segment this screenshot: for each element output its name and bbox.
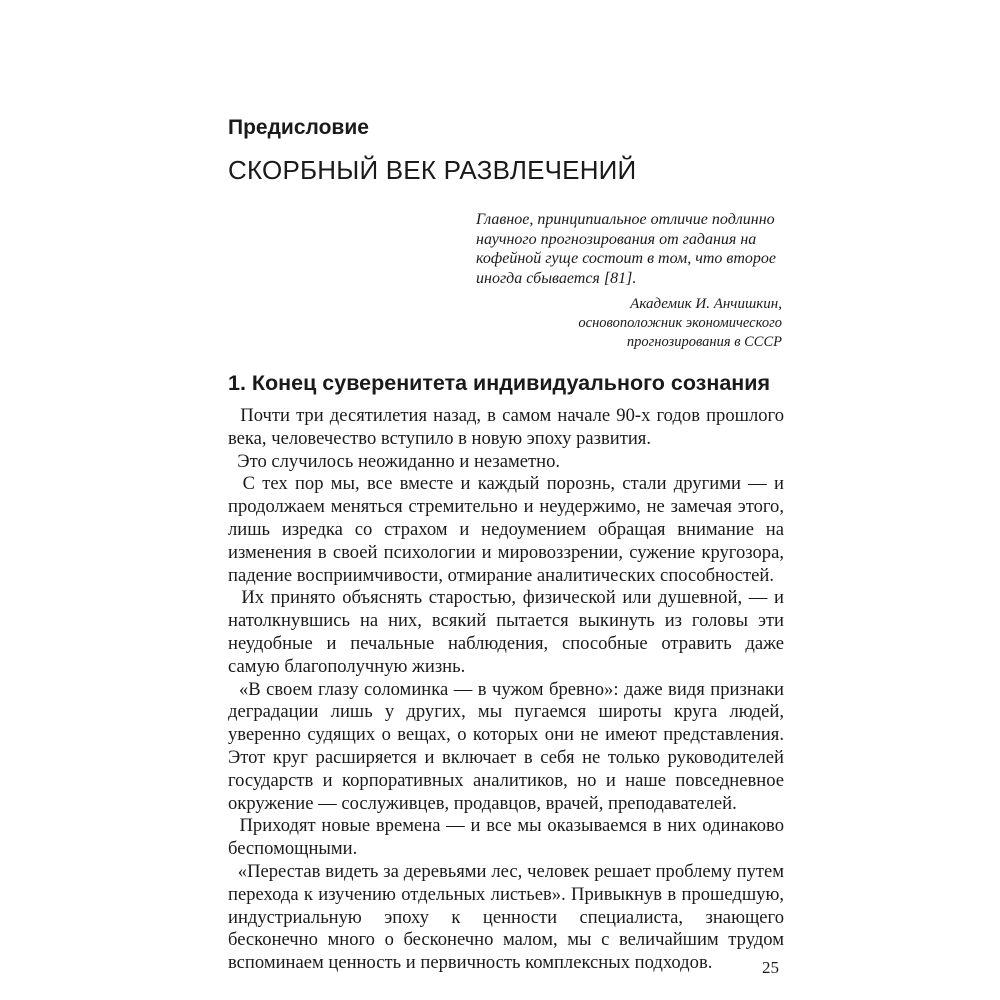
paragraph: «Перестав видеть за деревьями лес, человек решает проблему путем перехода к изучению отдельных листьев». Привыкнув в прошедшую, индустриальную эпоху к ценности специалиста, знающего бесконечно много о бесконечно малом, мы с величайшим трудом вспоминаем ценность и первичность комплексных подходов. bbox=[228, 860, 789, 974]
page-number: 25 bbox=[762, 958, 779, 977]
paragraph: «В своем глазу соломинка — в чужом бревно»: даже видя признаки деградации лишь у других, мы пугаемся широты круга людей, уверенно судящих о вещах, о которых они не имеют представления. Этот круг расширяется и включает в себя не только руководителей государств и корпоративных аналитиков, но и наше повседневное окружение — сослуживцев, продавцов, врачей, преподавателей. bbox=[228, 678, 789, 814]
epigraph-role-line-1: основоположник экономического bbox=[578, 315, 782, 331]
paragraph: Приходят новые времена — и все мы оказываемся в них одинаково беспомощными. bbox=[228, 815, 789, 860]
paragraph: Их принято объяснять старостью, физической или душевной, — и натолкнувшись на них, всякий пытается выкинуть из головы эти неудобные и печальные наблюдения, способные отравить даже самую благополучную жизнь. bbox=[228, 587, 789, 677]
epigraph-attribution bbox=[520, 295, 782, 352]
paragraph: Почти три десятилетия назад, в самом начале 90-х годов прошлого века, человечество вступило в новую эпоху развития. bbox=[228, 405, 789, 449]
preface-label: Предисловие bbox=[228, 116, 369, 139]
paragraph: Это случилось неожиданно и незаметно. bbox=[228, 450, 561, 472]
chapter-title: СКОРБНЫЙ ВЕК РАЗВЛЕЧЕНИЙ bbox=[228, 155, 637, 185]
epigraph bbox=[476, 210, 786, 288]
body-text bbox=[228, 405, 789, 975]
paragraph: С тех пор мы, все вместе и каждый порознь, стали другими — и продолжаем меняться стремительно и неудержимо, не замечая этого, лишь изредка со страхом и недоумением обращая внимание на изменения в своей психологии и мировоззрении, сужение кругозора, падение восприимчивости, отмирание аналитических способностей. bbox=[228, 473, 789, 586]
epigraph-author: Академик И. Анчишкин, bbox=[630, 296, 782, 312]
epigraph-text: Главное, принципиальное отличие подлинно научного прогнозирования от гадания на кофейной гуще состоит в том, что второе иногда сбывается [81]. bbox=[476, 211, 776, 287]
section-heading: 1. Конец суверенитета индивидуального сознания bbox=[228, 371, 771, 395]
epigraph-role-line-2: прогнозирования в СССР bbox=[626, 334, 782, 350]
